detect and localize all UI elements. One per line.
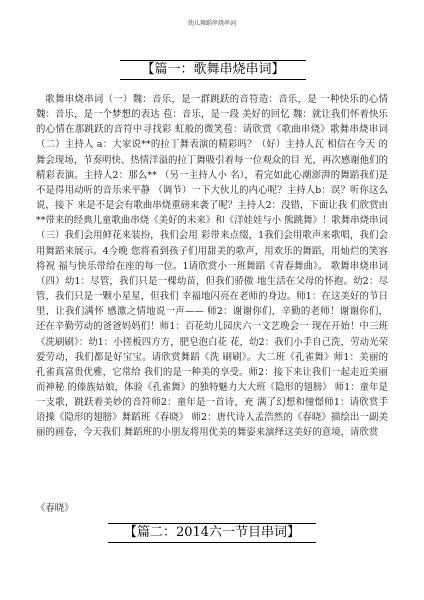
body-tail-line: 《春晓》 xyxy=(36,503,74,514)
page-header: 幼儿舞蹈串烧串词 xyxy=(187,20,236,27)
section-1-title: 【篇一：歌舞串烧串词】 xyxy=(120,60,306,80)
body-paragraph: 歌舞串烧串词（一）魏：音乐，是一群跳跃的音符造：音乐，是 一种快乐的心情 魏：音乐，是一个梦想的表达 苞：音乐，是一段 美好的回忆 魏：就让我们怀着快乐的心情在那跳跃的音符中寻找彩 虹般的微笑苞：请欣赏《歌曲串烧》歌舞串烧串词（二）主持人 a：大家说**的拉丁舞表演的精彩吗？（好）主持人瓦 相信在今天 的舞会现场，节奏明快、热情洋溢的拉丁舞吸引着每一位观众的目 光，再次感谢他们的精彩表演。主持人2：那么** （另一主持人小 名），看完如此心潮澎湃的舞蹈我们是不是得用动听的音乐来平静 （调节）一下大伙儿的内心呢？主持人b：误？听你这么说，接下 来是不是会有歌曲串烧重磅来袭了呢？主持人2：没错，下面让我 们欣赏由**带来的经典儿童歌曲串烧《美好的未来》和《洋娃娃与小 熊跳舞》！歌舞串烧串词（三）我们会用鲜花来装扮，我们会用 彩带来点缀，1我们会用歌声来歌唱，我们会用舞蹈来展示。4今晚 您将看到孩子们用甜美的歌声，用欢乐的舞蹈，用灿烂的笑容将祝 福与快乐带给在座的每一位。1请欣赏小一班舞蹈《青春舞曲》。 歌舞串烧串词（四）幼1：尽管，我们只是一棵幼苗，但我们骄傲 地生活在父母的怀抱。幼2：尽管，我们只是一颗小星星，但我们 幸福地闪亮在老师的身边。师1：在这美好的节日里，让我们满怀 感激之情地说一声—— 师2：谢谢你们，辛勤的老师！谢谢你们， 还在辛勤劳动的爸爸妈妈们！师1：百花幼儿园庆六一文艺晚会一 现在开始！中三班《洗刷刷》：幼1：小搓板四方方，肥皂泡白花 花，幼2：我们小手自己洗，劳动光荣爱劳动，我们都是好宝宝。请欣赏舞蹈《洗 刷刷》。大二班《孔雀舞》师1：美丽的孔雀真富贵优雅，它常给 我们的是一种美的享受。师2：接下来让我们一起走近美丽而神秘 的傣族姑娘，体验《孔雀舞》的独特魅力大大班《隐形的翅膀》 师1：童年是一支歌，跳跃着美妙的音符师2：童年是一首诗，充 满了幻想和憧憬师1：请欣赏手语操《隐形的翅膀》舞蹈班《春晓》 师2：唐代诗人孟浩然的《春晓》描绘出一副美丽的画卷，今天我们 舞蹈班的小朋友将用优美的舞姿来演绎这美好的意境，请欣赏 xyxy=(36,94,388,439)
section-2-title: 【篇二：2014六一节目串词】 xyxy=(108,523,316,543)
document-body xyxy=(36,92,388,441)
